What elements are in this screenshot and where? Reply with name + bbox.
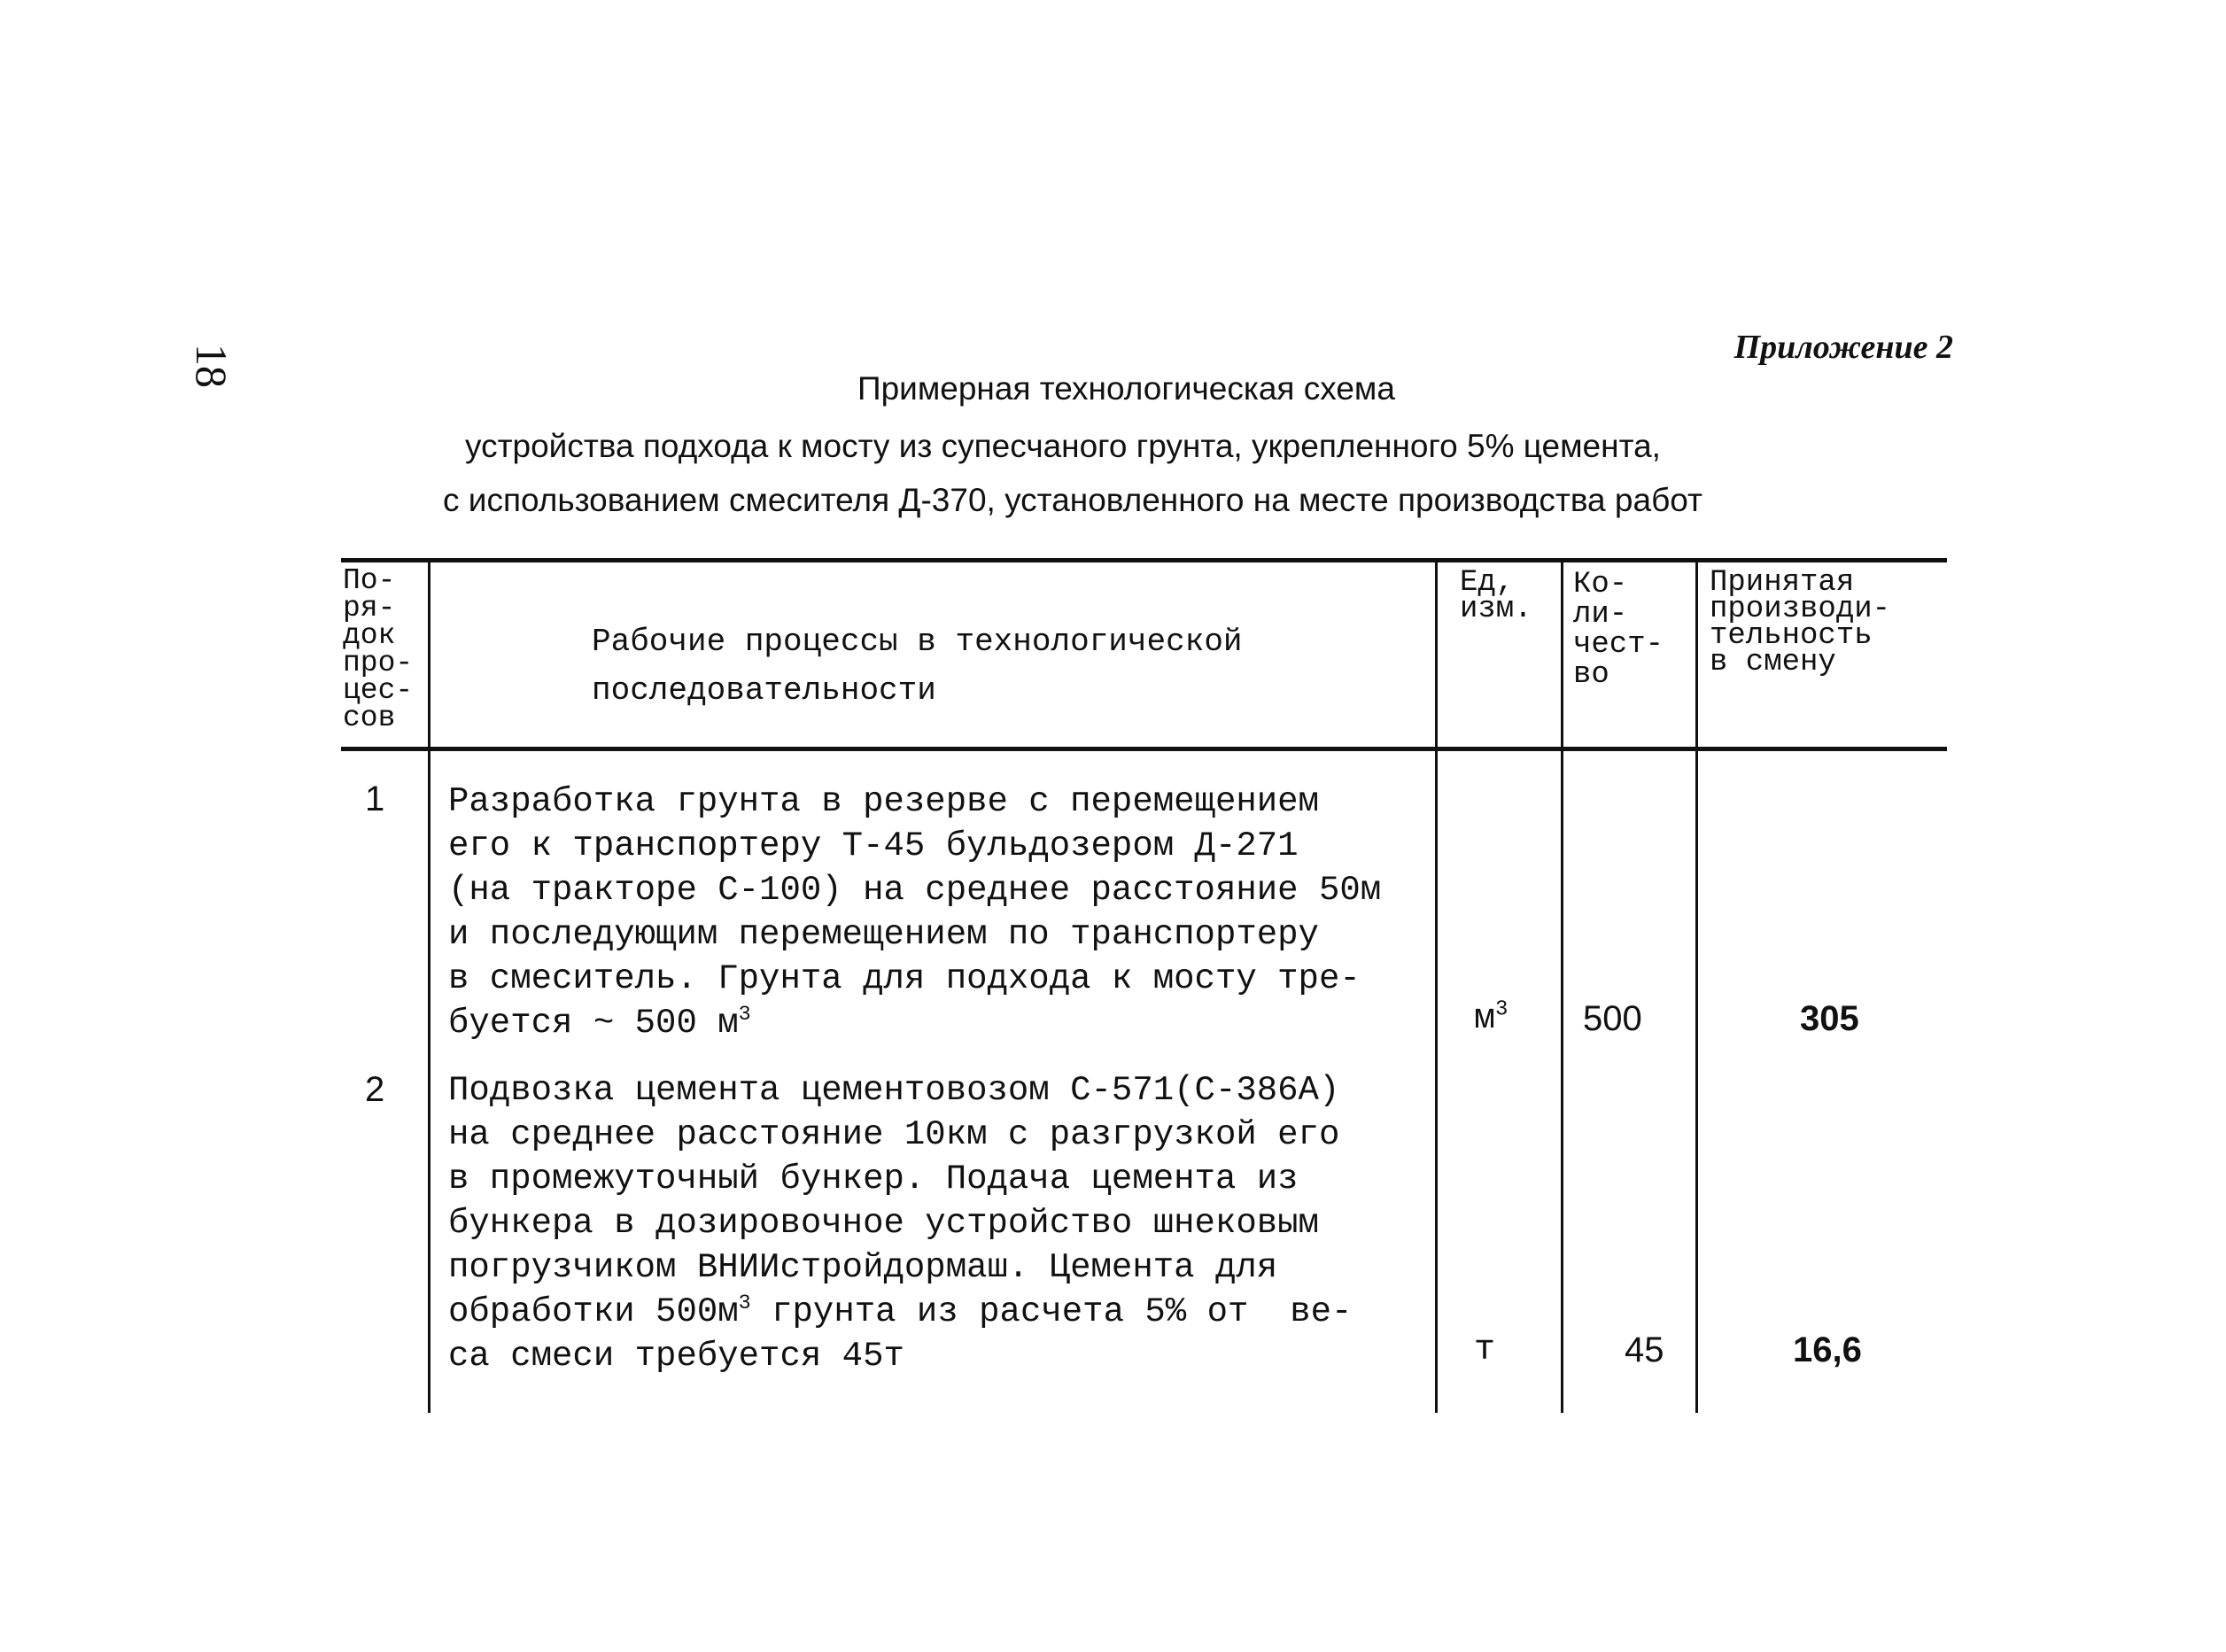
row-2-description: Подвозка цемента цементовозом С-571(С-386А) на среднее расстояние 10км с разгрузкой его в промежуточный бункер. Подача цемента из бункера в дозировочное устройство шнековым погрузчиком ВНИИстройдормаш. Цемента для обработки $500м^3$ грунта из расчета 5% от ве- са смеси требуется 45т <box>448 1071 1353 1376</box>
heading-line-3: с использованием смесителя Д-370, установленного на месте производства работ <box>443 482 1702 518</box>
page-number: 18 <box>187 344 237 388</box>
row-2-quantity: 45 <box>1625 1330 1664 1369</box>
header-unit-col: Ед, изм. <box>1460 566 1532 626</box>
column-divider-3 <box>1561 558 1563 1413</box>
column-divider-4 <box>1695 558 1698 1413</box>
heading-line-2: устройства подхода к мосту из супесчаного грунта, укрепленного 5% цемента, <box>465 428 1661 464</box>
row-1-productivity: 305 <box>1800 999 1859 1038</box>
header-order-col: По- ря- док про- цес- сов <box>343 564 414 734</box>
row-1-quantity: 500 <box>1583 999 1642 1038</box>
column-divider-1 <box>428 558 430 1413</box>
row-2-unit: т <box>1474 1330 1496 1370</box>
table-top-rule <box>341 558 1947 562</box>
row-2-order: 2 <box>365 1070 385 1109</box>
header-quantity-col: Ко- ли- чест- во <box>1573 568 1664 692</box>
column-divider-2 <box>1435 558 1438 1413</box>
row-1-description: Разработка грунта в резерве с перемещением его к транспортеру Т-45 бульдозером Д-271 (на тракторе С-100) на среднее расстояние 50м и последующим перемещением по транспортеру в смеситель. Грунта для подхода к мосту тре- буется ~ 500 $м^3$ <box>448 782 1382 1043</box>
heading-line-1: Примерная технологическая схема <box>857 370 1395 407</box>
appendix-label: Приложение 2 <box>1733 329 1953 366</box>
header-productivity-col: Принятая производи- тельность в смену <box>1710 566 1891 679</box>
row-1-order: 1 <box>365 779 385 818</box>
row-1-unit: $м^3$ <box>1474 997 1509 1039</box>
row-2-productivity: 16,6 <box>1793 1330 1862 1369</box>
header-process-col: Рабочие процессы в технологической последовательности <box>592 624 1243 709</box>
table-header-rule <box>341 747 1947 751</box>
